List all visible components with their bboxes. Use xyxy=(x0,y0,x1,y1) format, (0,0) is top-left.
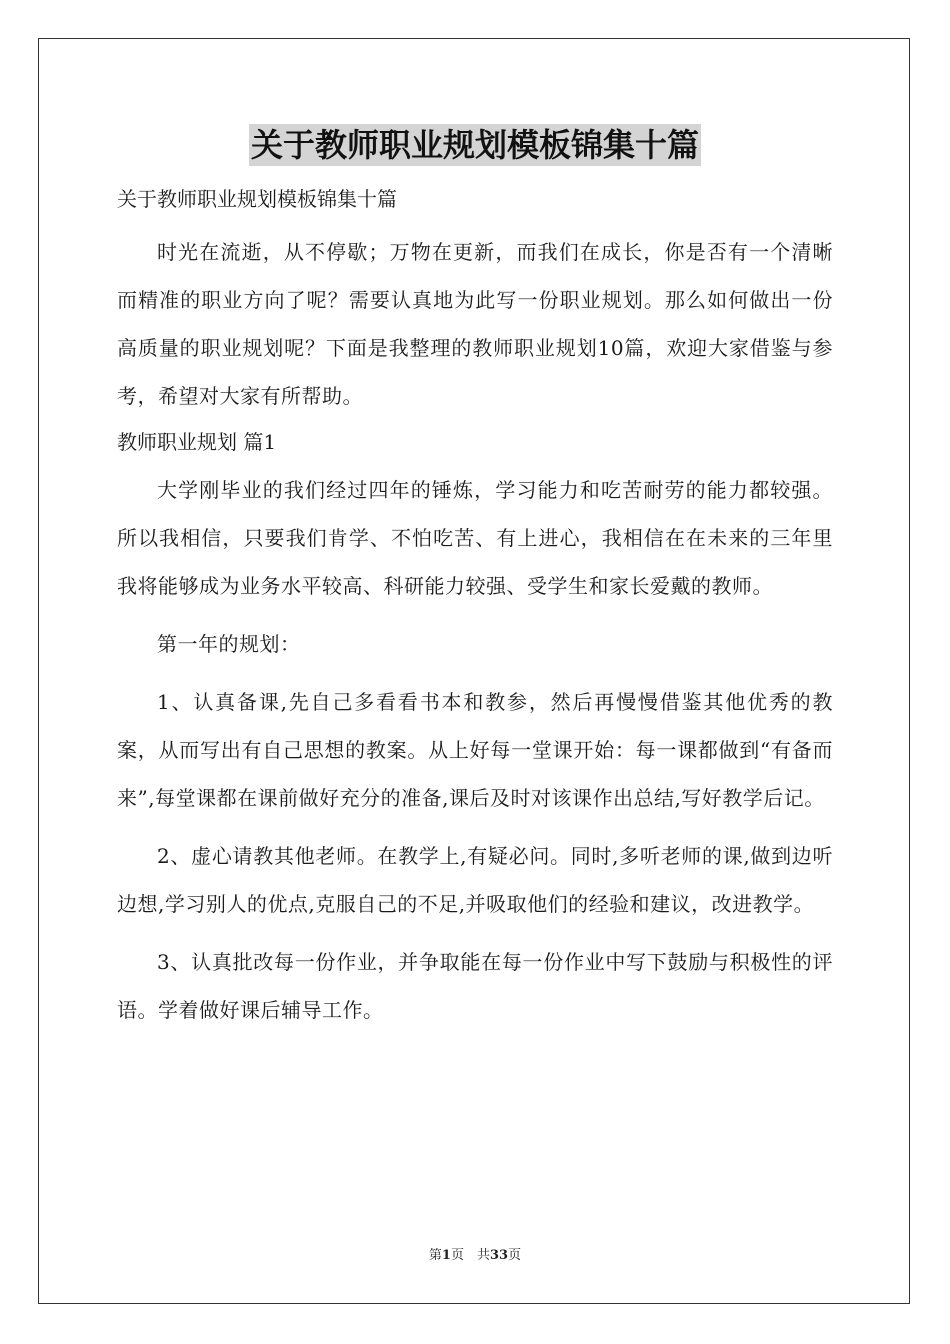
body-paragraph: 2、虚心请教其他老师。在教学上,有疑必问。同时,多听老师的课,做到边听边想,学习别人的优点,克服自己的不足,并吸取他们的经验和建议，改进教学。 xyxy=(117,844,833,916)
footer-page-mid: 页 共 xyxy=(450,1248,490,1263)
footer-page-prefix: 第 xyxy=(428,1248,442,1263)
footer-page-total: 33 xyxy=(489,1248,509,1263)
body-paragraph: 1、认真备课,先自己多看看书本和教参，然后再慢慢借鉴其他优秀的教案，从而写出有自己思想的教案。从上好每一堂课开始：每一课都做到“有备而来”,每堂课都在课前做好充分的准备,课后及时对该课作出总结,写好教学后记。 xyxy=(117,690,833,810)
intro-paragraph: 时光在流逝，从不停歇；万物在更新，而我们在成长，你是否有一个清晰而精准的职业方向了呢？需要认真地为此写一份职业规划。那么如何做出一份高质量的职业规划呢？下面是我整理的教师职业规划10篇，欢迎大家借鉴与参考，希望对大家有所帮助。 xyxy=(117,240,833,408)
body-paragraph: 第一年的规划： xyxy=(157,632,301,656)
footer-page-current: 1 xyxy=(441,1248,451,1263)
document-subtitle: 关于教师职业规划模板锦集十篇 xyxy=(117,187,397,211)
title-wrap xyxy=(0,124,950,166)
document-title: 关于教师职业规划模板锦集十篇 xyxy=(250,126,699,164)
page-footer xyxy=(0,1244,950,1263)
footer-page-suffix: 页 xyxy=(508,1248,522,1263)
body-paragraph: 3、认真批改每一份作业，并争取能在每一份作业中写下鼓励与积极性的评语。学着做好课后辅导工作。 xyxy=(117,950,833,1022)
section-heading: 教师职业规划 篇1 xyxy=(117,430,277,454)
body-paragraph: 大学刚毕业的我们经过四年的锤炼，学习能力和吃苦耐劳的能力都较强。所以我相信，只要我们肯学、不怕吃苦、有上进心，我相信在在未来的三年里我将能够成为业务水平较高、科研能力较强、受学生和家长爱戴的教师。 xyxy=(117,478,833,598)
document-body xyxy=(117,180,833,1034)
